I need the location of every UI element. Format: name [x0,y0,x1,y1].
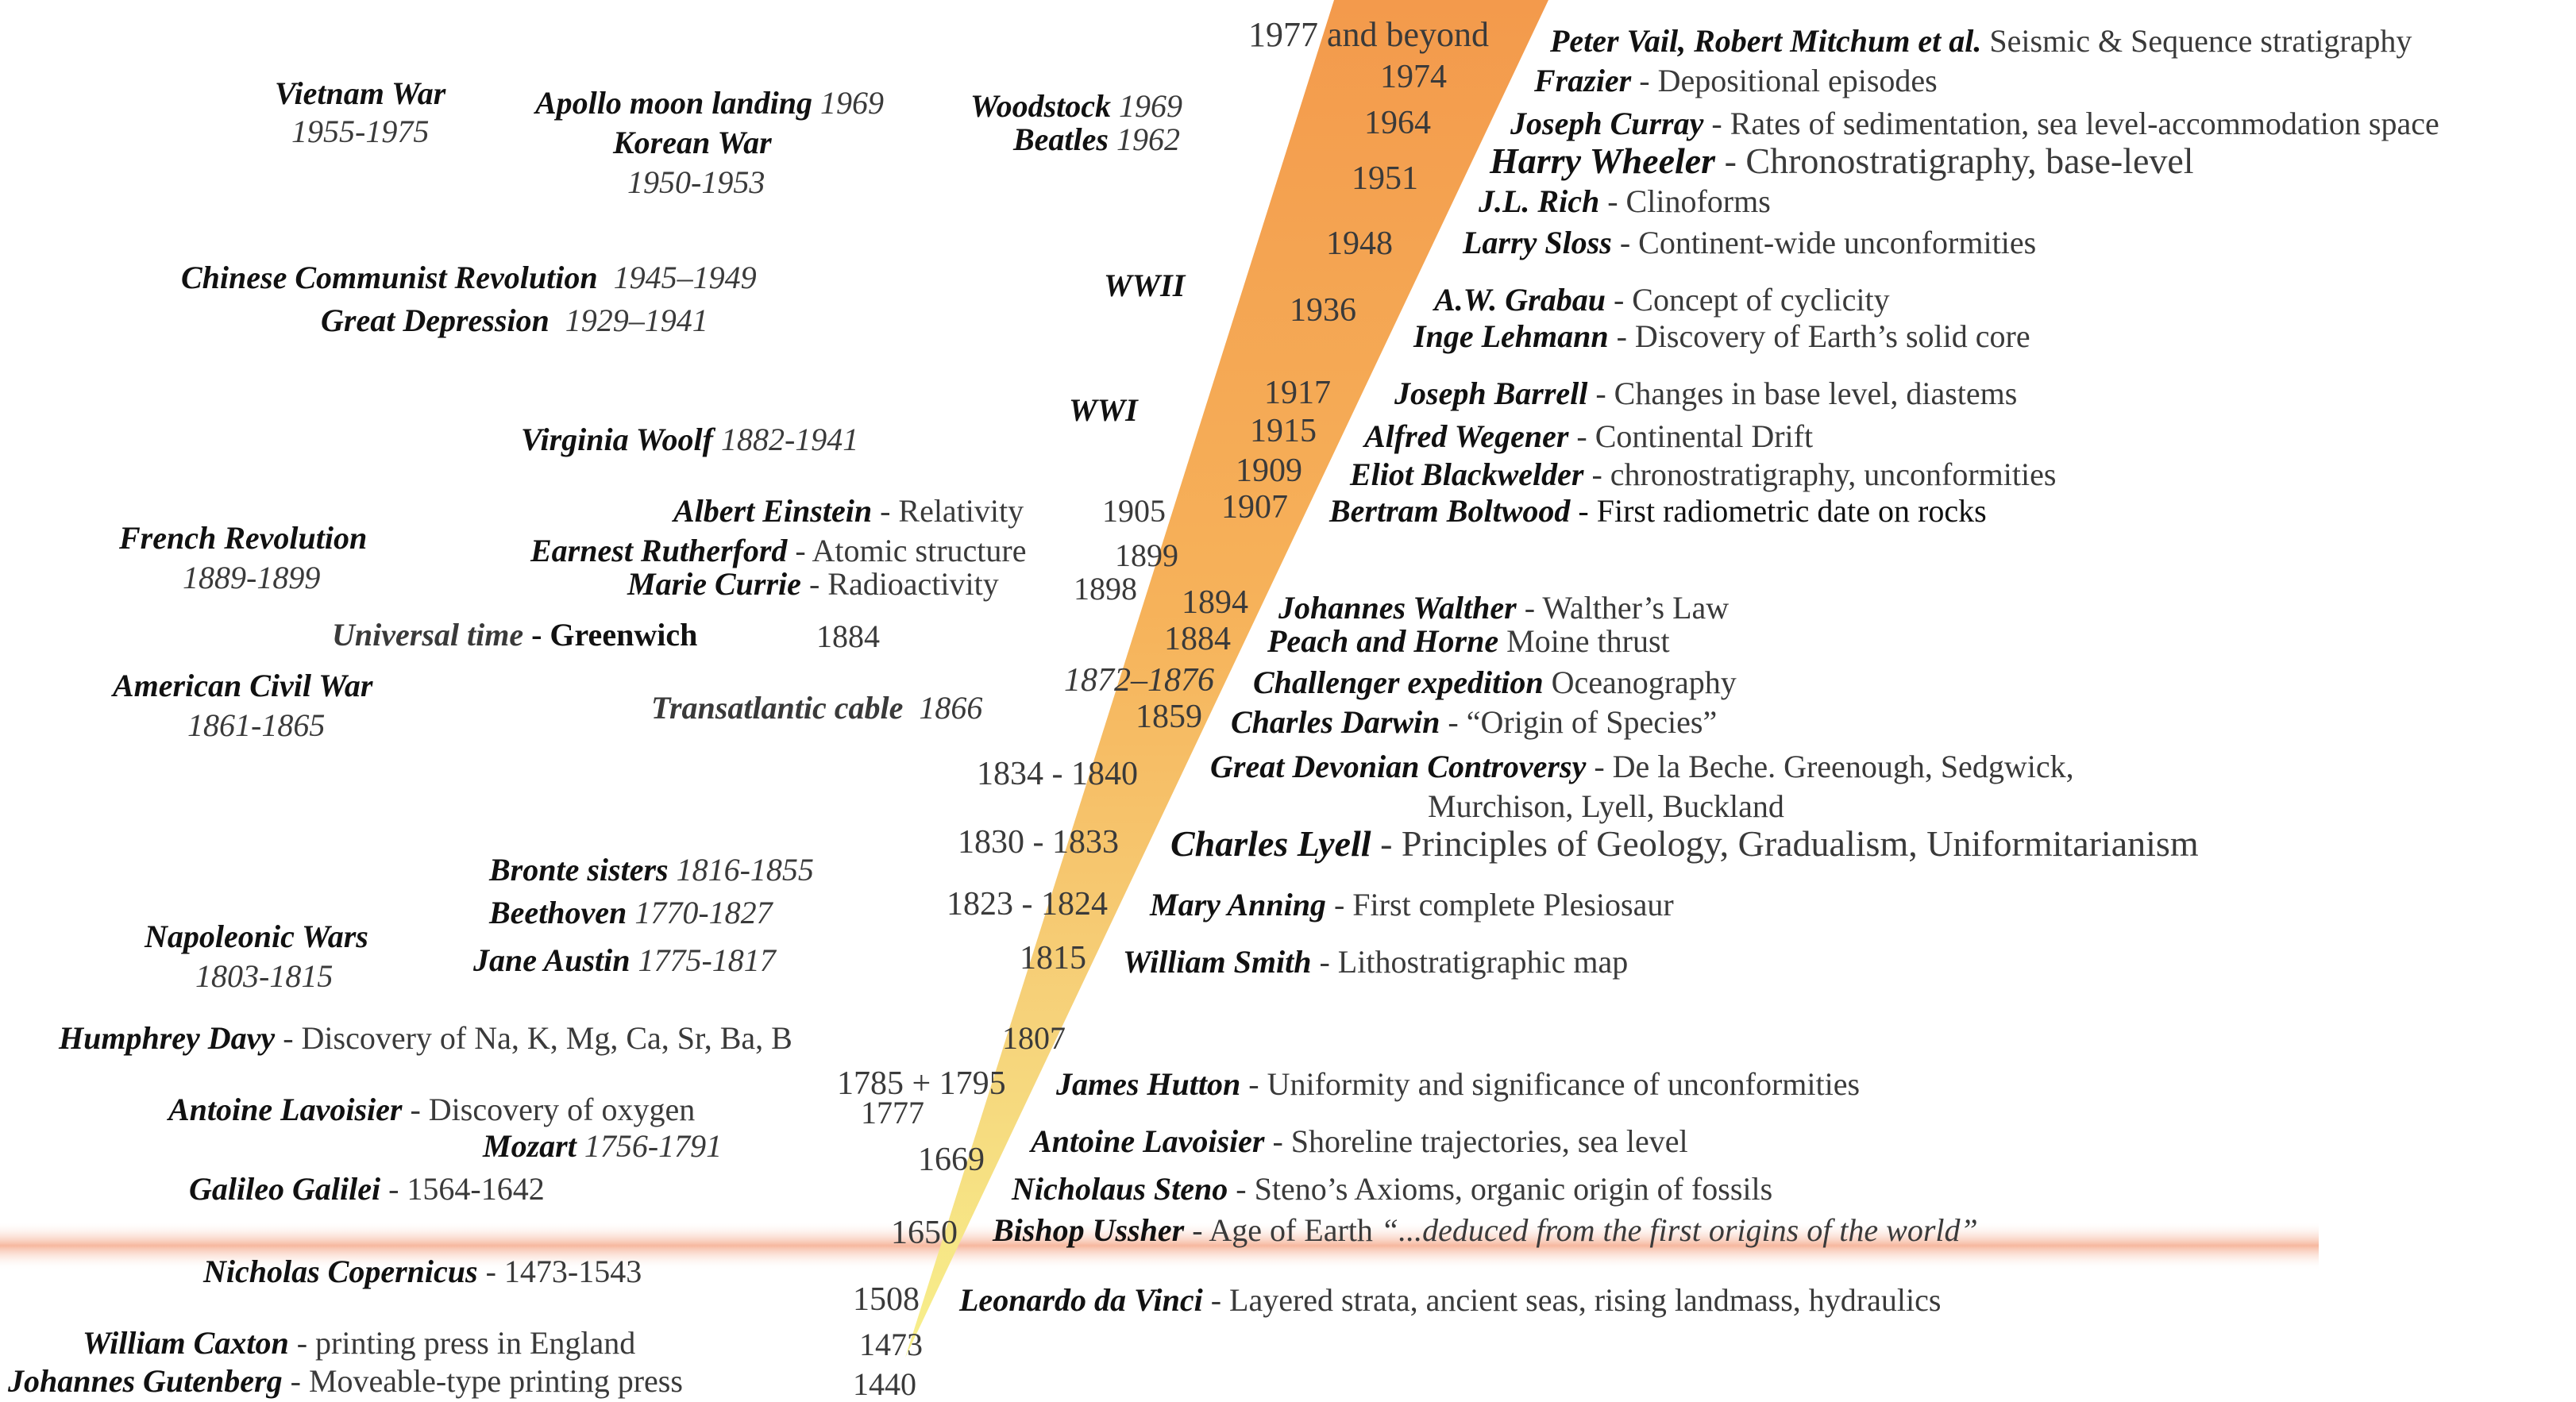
science-einstein: Albert Einstein - Relativity [673,493,1024,529]
year-1807: 1807 [1002,1020,1066,1056]
year-1898: 1898 [1074,571,1137,607]
year-1977-and-beyond: 1977 and beyond [1248,15,1490,54]
event-beatles: Beatles 1962 [1013,121,1180,157]
year-1907: 1907 [1221,489,1288,526]
science-universal-time: Universal time - Greenwich [332,617,698,653]
event-wwii: WWII [1104,268,1186,303]
year-1650: 1650 [891,1215,958,1251]
science-humphrey-davy: Humphrey Davy - Discovery of Na, K, Mg, Ca, Sr, Ba, B [59,1020,792,1056]
year-1815: 1815 [1020,940,1086,976]
geology-william-smith: William Smith - Lithostratigraphic map [1123,944,1629,980]
geology-devonian-controversy-cont: Murchison, Lyell, Buckland [1428,788,1784,824]
year-1440: 1440 [853,1366,916,1402]
geology-anning: Mary Anning - First complete Plesiosaur [1150,887,1674,922]
event-woodstock: Woodstock 1969 [970,88,1183,124]
geology-boltwood: Bertram Boltwood - First radiometric date on rocks [1329,493,1987,529]
geology-steno: Nicholaus Steno - Steno’s Axioms, organic origin of fossils [1012,1171,1773,1207]
science-galileo: Galileo Galilei - 1564-1642 [189,1171,545,1207]
geology-vail-mitchum: Peter Vail, Robert Mitchum et al. Seismic & Sequence stratigraphy [1550,23,2412,59]
geology-curray: Joseph Curray - Rates of sedimentation, sea level-accommodation space [1510,106,2439,141]
event-napoleonic-wars-years: 1803-1815 [195,958,334,994]
year-1777: 1777 [861,1095,924,1130]
geology-wegener: Alfred Wegener - Continental Drift [1364,418,1814,454]
year-1884-right: 1884 [1164,621,1231,657]
geology-grabau: A.W. Grabau - Concept of cyclicity [1434,282,1890,318]
year-1884-left: 1884 [816,618,880,654]
geology-peach-horne: Peach and Horne Moine thrust [1267,623,1670,659]
year-1830-1833: 1830 - 1833 [958,824,1119,861]
year-1473: 1473 [859,1327,923,1362]
event-korean-war: Korean War [613,125,772,160]
geology-wheeler: Harry Wheeler - Chronostratigraphy, base-level [1490,141,2194,181]
geology-lehmann: Inge Lehmann - Discovery of Earth’s solid core [1413,318,2030,354]
geology-ussher: Bishop Ussher - Age of Earth “...deduced from the first origins of the world” [993,1212,1978,1248]
science-caxton: William Caxton - printing press in England [83,1325,636,1361]
event-korean-war-years: 1950-1953 [627,164,765,200]
event-french-revolution-years: 1889-1899 [183,560,321,595]
year-1951: 1951 [1352,160,1418,197]
geology-devonian-controversy: Great Devonian Controversy - De la Beche. Greenough, Sedgwick, [1210,749,2074,784]
geology-sloss: Larry Sloss - Continent-wide unconformities [1463,225,2037,260]
science-lavoisier-oxygen: Antoine Lavoisier - Discovery of oxygen [168,1092,696,1127]
geology-hutton: James Hutton - Uniformity and significance of unconformities [1056,1066,1861,1102]
year-1669: 1669 [918,1142,985,1178]
year-1917: 1917 [1264,375,1331,411]
year-1974: 1974 [1380,59,1447,95]
geology-da-vinci: Leonardo da Vinci - Layered strata, ancient seas, rising landmass, hydraulics [959,1282,1942,1318]
year-1894: 1894 [1182,584,1248,621]
year-1823-1824: 1823 - 1824 [947,886,1108,922]
event-vietnam-war-years: 1955-1975 [291,114,430,149]
year-1899: 1899 [1115,537,1178,573]
event-french-revolution: French Revolution [119,520,368,556]
geology-lyell: Charles Lyell - Principles of Geology, Gradualism, Uniformitarianism [1170,823,2199,864]
event-civil-war: American Civil War [113,668,373,703]
event-wwi: WWI [1069,392,1138,428]
year-1859: 1859 [1136,699,1202,735]
event-virginia-woolf: Virginia Woolf 1882-1941 [521,422,859,457]
event-chinese-revolution: Chinese Communist Revolution 1945–1949 [181,260,757,295]
event-bronte-sisters: Bronte sisters 1816-1855 [489,852,814,888]
science-transatlantic-cable: Transatlantic cable 1866 [651,690,983,726]
geology-challenger: Challenger expedition Oceanography [1253,664,1737,700]
geology-rich: J.L. Rich - Clinoforms [1479,183,1771,219]
year-1834-1840: 1834 - 1840 [977,756,1138,792]
event-beethoven: Beethoven 1770-1827 [489,895,773,930]
event-vietnam-war: Vietnam War [275,75,446,111]
science-copernicus: Nicholas Copernicus - 1473-1543 [203,1254,642,1289]
event-jane-austin: Jane Austin 1775-1817 [473,942,776,978]
geology-blackwelder: Eliot Blackwelder - chronostratigraphy, unconformities [1350,456,2057,492]
year-1964: 1964 [1364,105,1431,141]
science-rutherford: Earnest Rutherford - Atomic structure [530,533,1027,568]
geology-barrell: Joseph Barrell - Changes in base level, diastems [1394,376,2018,411]
year-1785-1795: 1785 + 1795 [837,1065,1006,1102]
science-gutenberg: Johannes Gutenberg - Moveable-type printing press [8,1363,683,1399]
geology-lavoisier-shoreline: Antoine Lavoisier - Shoreline trajectories, sea level [1031,1123,1688,1159]
geology-darwin: Charles Darwin - “Origin of Species” [1231,704,1718,740]
year-1872-1876: 1872–1876 [1064,662,1214,699]
geology-frazier: Frazier - Depositional episodes [1534,63,1938,98]
year-1936: 1936 [1290,292,1356,329]
year-1948: 1948 [1326,225,1393,262]
year-1508: 1508 [853,1281,920,1318]
event-napoleonic-wars: Napoleonic Wars [145,919,368,954]
year-1915: 1915 [1250,413,1317,449]
event-apollo: Apollo moon landing 1969 [535,85,884,121]
event-great-depression: Great Depression 1929–1941 [321,302,708,338]
geology-walther: Johannes Walther - Walther’s Law [1278,590,1730,626]
year-1905: 1905 [1102,493,1166,529]
event-civil-war-years: 1861-1865 [187,707,326,743]
event-mozart: Mozart 1756-1791 [483,1128,723,1164]
science-currie: Marie Currie - Radioactivity [627,566,999,602]
year-1909: 1909 [1236,453,1302,489]
